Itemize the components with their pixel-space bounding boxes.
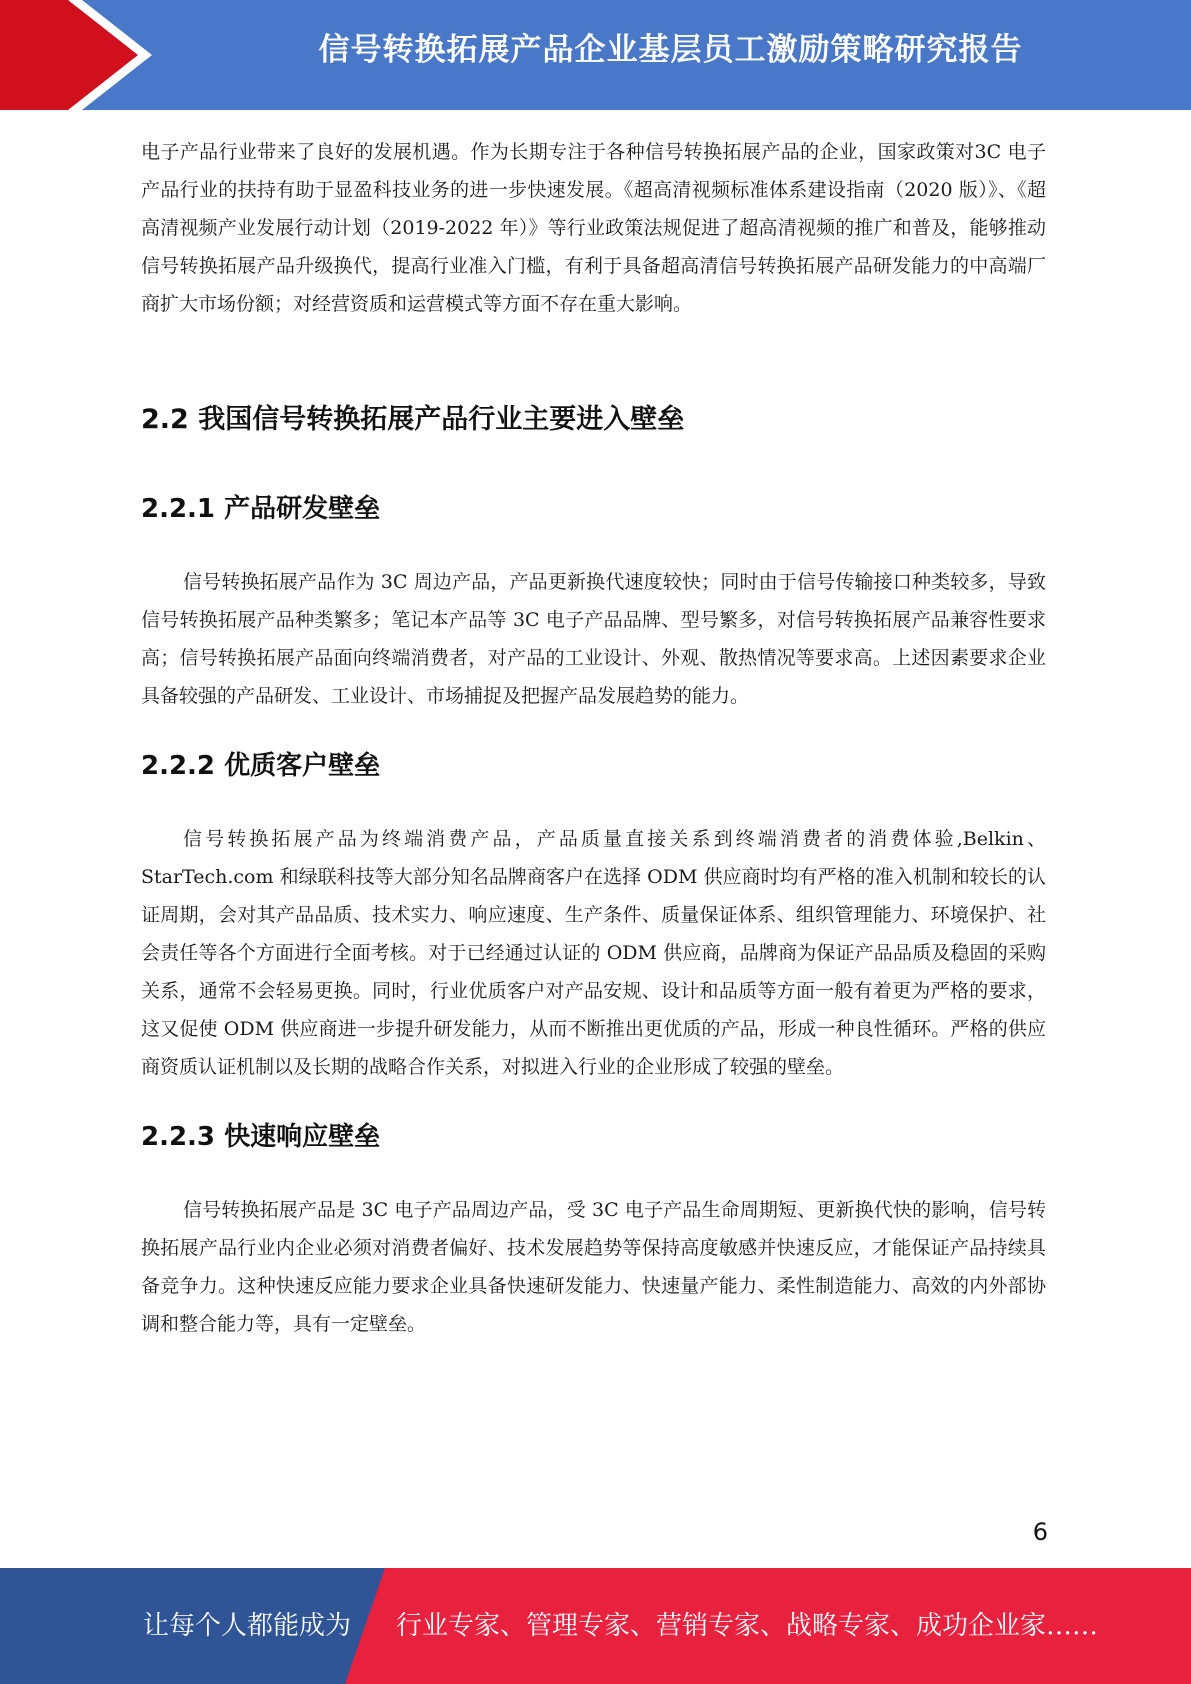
section-2-2-3-paragraph: 信号转换拓展产品是 3C 电子产品周边产品，受 3C 电子产品生命周期短、更新换代快的影响，信号转换拓展产品行业内企业必须对消费者偏好、技术发展趋势等保持高度敏感并快速反应，才能保证产品持续具备竞争力。这种快速反应能力要求企业具备快速研发能力、快速量产能力、柔性制造能力、高效的内外部协调和整合能力等，具有一定壁垒。	[141, 1199, 1046, 1335]
footer-slogan-right: 行业专家、管理专家、营销专家、战略专家、成功企业家……	[396, 1611, 1099, 1641]
intro-paragraph: 电子产品行业带来了良好的发展机遇。作为长期专注于各种信号转换拓展产品的企业，国家政策对3C 电子产品行业的扶持有助于显盈科技业务的进一步快速发展。《超高清视频标准体系建设指南（2020 版）》、《超高清视频产业发展行动计划（2019-2022 年）》等行业政策法规促进了超高清视频的推广和普及，能够推动信号转换拓展产品升级换代，提高行业准入门槛，有利于具备超高清信号转换拓展产品研发能力的中高端厂商扩大市场份额；对经营资质和运营模式等方面不存在重大影响。	[141, 141, 1046, 315]
section-heading-2-2-2: 2.2.2 优质客户壁垒	[141, 751, 381, 781]
header-chevron-decoration	[0, 0, 160, 110]
section-2-2-1-paragraph: 信号转换拓展产品作为 3C 周边产品，产品更新换代速度较快；同时由于信号传输接口种类较多，导致信号转换拓展产品种类繁多；笔记本产品等 3C 电子产品品牌、型号繁多，对信号转换拓展产品兼容性要求高；信号转换拓展产品面向终端消费者，对产品的工业设计、外观、散热情况等要求高。上述因素要求企业具备较强的产品研发、工业设计、市场捕捉及把握产品发展趋势的能力。	[141, 571, 1046, 707]
page-number: 6	[1032, 1518, 1048, 1546]
document-body	[141, 133, 1046, 1343]
section-heading-2-2-3: 2.2.3 快速响应壁垒	[141, 1122, 381, 1152]
section-heading-2-2: 2.2 我国信号转换拓展产品行业主要进入壁垒	[141, 404, 685, 435]
header-banner	[0, 0, 1191, 110]
footer-banner	[0, 1568, 1191, 1684]
section-heading-2-2-1: 2.2.1 产品研发壁垒	[141, 494, 381, 524]
report-title: 信号转换拓展产品企业基层员工激励策略研究报告	[318, 32, 1023, 68]
footer-slogan-left: 让每个人都能成为	[143, 1611, 352, 1641]
section-2-2-2-paragraph: 信号转换拓展产品为终端消费产品，产品质量直接关系到终端消费者的消费体验,Belkin、StarTech.com 和绿联科技等大部分知名品牌商客户在选择 ODM 供应商时均有严格的准入机制和较长的认证周期，会对其产品品质、技术实力、响应速度、生产条件、质量保证体系、组织管理能力、环境保护、社会责任等各个方面进行全面考核。对于已经通过认证的 ODM 供应商，品牌商为保证产品品质及稳固的采购关系，通常不会轻易更换。同时，行业优质客户对产品安规、设计和品质等方面一般有着更为严格的要求，这又促使 ODM 供应商进一步提升研发能力，从而不断推出更优质的产品，形成一种良性循环。严格的供应商资质认证机制以及长期的战略合作关系，对拟进入行业的企业形成了较强的壁垒。	[141, 828, 1046, 1078]
